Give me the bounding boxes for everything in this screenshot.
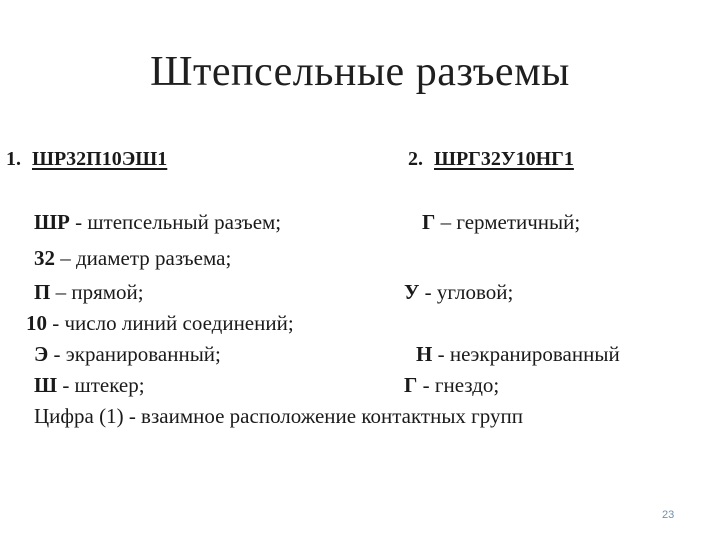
code-1-value: ШР32П10ЭШ1	[32, 148, 168, 170]
definition-term: П	[34, 280, 51, 304]
code-2-value: ШРГ32У10НГ1	[434, 148, 574, 170]
slide-title: Штепсельные разъемы	[150, 49, 570, 95]
left-definition	[34, 248, 231, 269]
left-definition	[34, 282, 144, 303]
definition-term: Э	[34, 342, 49, 366]
definition-term: У	[404, 280, 420, 304]
definition-text: - штепсельный разъем;	[69, 210, 282, 234]
code-1-number: 1.	[6, 148, 21, 170]
right-definition	[404, 282, 513, 303]
code-2-number: 2.	[408, 148, 423, 170]
left-definition	[34, 212, 281, 233]
definition-text: - экранированный;	[48, 342, 221, 366]
definition-text: - штекер;	[57, 373, 145, 397]
left-definition	[34, 375, 145, 396]
right-definition	[404, 375, 499, 396]
footer-note: Цифра (1) - взаимное расположение контактных групп	[34, 404, 523, 428]
definition-text: – прямой;	[50, 280, 144, 304]
definition-text: – герметичный;	[435, 210, 581, 234]
definition-term: 32	[34, 246, 55, 270]
left-definition	[34, 344, 221, 365]
right-definition	[416, 344, 620, 365]
page-number: 23	[662, 509, 675, 521]
definition-term: ШР	[34, 210, 70, 234]
definition-term: Ш	[34, 373, 58, 397]
definition-term: Н	[416, 342, 433, 366]
definition-text: - угловой;	[419, 280, 514, 304]
definition-term: Г	[422, 210, 436, 234]
left-definition	[26, 313, 294, 334]
definition-text: - неэкранированный	[432, 342, 620, 366]
definition-term: 10	[26, 311, 47, 335]
definition-term: Г	[404, 373, 418, 397]
definition-text: - число линий соединений;	[47, 311, 294, 335]
definition-text: – диаметр разъема;	[55, 246, 232, 270]
right-definition	[422, 212, 580, 233]
definition-text: - гнездо;	[417, 373, 500, 397]
